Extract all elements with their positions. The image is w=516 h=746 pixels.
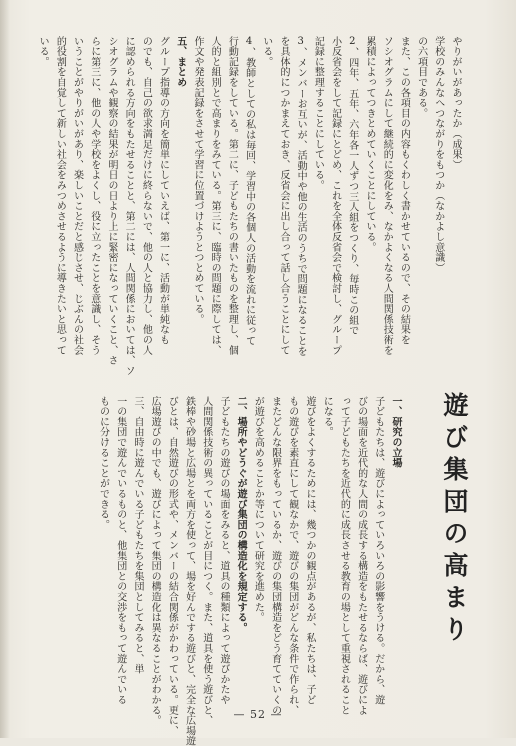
text-line: また、この各項目の内容もくわしく書かせているので、その結果を [398,36,410,345]
text-line: 作文や発表記録をさせて学習に位置づけようとつとめている。 [191,36,203,325]
text-line: 累積によってつきとめていくことにしている。 [363,36,375,253]
section-heading: 五、まとめ [174,36,186,88]
text-line: になる。 [321,396,333,438]
page-number: — 52 — [233,708,283,721]
text-line: シオグラムや観察の結果が明日の日より上に緊密になっていくこと、さ [105,36,117,366]
text-line: を具体的につかまえておき、反省会に出し合って話し合うことにして [277,36,289,356]
text-line: 三、自由時に遊んでいる子どもたちを集団としてみると、単 [131,396,143,675]
text-line: 子どもたちは、遊びによっていろいろの影響をうける。だから、遊 [372,396,384,705]
text-line: 2、四年、五年、六年各一人ずつ三人組をつくり、毎時この組で [346,36,358,336]
text-line: 的役割を自覚して新しい社会をみつめさせるように導きたいと思って [54,36,66,356]
binding-shadow [0,0,10,738]
text-line: 広場遊びの中でも、遊びによって集団の構造化は異なることがわかる。 [149,396,161,726]
text-line: 4、教師としての私は毎回、学習中の各個人の活動を流れに従って [243,36,255,346]
text-line: グループ指導の方向を簡単にしていえば、第一に、活動が単純なも [157,36,169,345]
section-heading: 一、研究の立場 [390,396,401,469]
text-line: 学校のみんなへつながりをもつか（なかよし意識） [432,36,444,273]
text-line: やりがいがあったか（成果） [450,36,461,170]
text-line: 子どもたちの遊びの場面をみると、道具の種類によって遊びかたや [217,396,229,705]
text-line: の六項目である。 [415,36,427,119]
text-line: が遊びを高めることか等について研究を進めた。 [252,396,264,623]
text-line: またどんな限界をもっているか、遊びの集団構造をどう育てていくの [269,396,281,716]
text-line: のでも、自己の欲求満足だけに終らないで、他の人と協力し、他の人 [140,36,152,356]
text-line: ソシオグラムにして継続的に変化をみ、なかよくなる人間関係技術を [381,36,393,356]
text-line: 記録に整理することにしている。 [312,36,324,191]
text-line: もの遊びを素直にして観なかで、遊びの集団がどんな条件で作られ、 [286,396,298,716]
text-line: 3、メンバーお互いが、活動中や他の生活のうちで問題になることを [295,36,307,357]
text-line: いうことがやりがいがあり、楽しいことだと感じさせ、じぶんの社会 [71,36,83,356]
text-line: 小反省会をして記録にとどめ、これを全体反省会で検討し、グループ [329,36,341,356]
section-heading: 二、場所やどうぐが遊び集団の構造化を規定する。 [235,396,247,633]
text-line: びの場面を近代的な人間の成長する構造をもたせるならば、遊びによ [355,396,367,716]
continued-essay-text [37,36,464,376]
text-line: 遊びをよくするためには、幾つかの観点があるが、私たちは、子ど [303,396,315,705]
text-line: 鉄棒や砂場と広場とを両方を使って、場を好んでする遊びと、完全な広場遊 [183,396,195,746]
text-line: 一の集団で遊んでいるものと、他集団との交渉をもって遊んでいる [114,396,126,705]
text-line: って子どもたちを近代的に成長させる教育の場として重視されること [338,396,350,716]
text-line: 人的と組別とで高まりをみている。第三に、臨時の問題に際しては、 [209,36,221,356]
article-title: 遊び集団の高まり [440,392,469,648]
text-line: 人間関係技術の異っていることが目につく。また、道具を使う遊びと、 [200,396,212,726]
text-line: いる。 [37,36,49,67]
text-line: に認められる方向をもたせることと、第二には、人間関係においては、ソ [123,36,135,376]
text-line: びとは、自然遊びの形式や、メンバーの結合関係がかわっている。更に、 [166,396,178,736]
text-line: ものに分けることができる。 [97,396,109,530]
text-line: らに第三に、他の人や学校をよくし、役に立ったことを意識し、そう [88,36,100,356]
text-line: 行動記録をしている。第二に、子どもたちの書いたものを整理し、個 [226,36,238,356]
text-line: いる。 [260,36,272,67]
